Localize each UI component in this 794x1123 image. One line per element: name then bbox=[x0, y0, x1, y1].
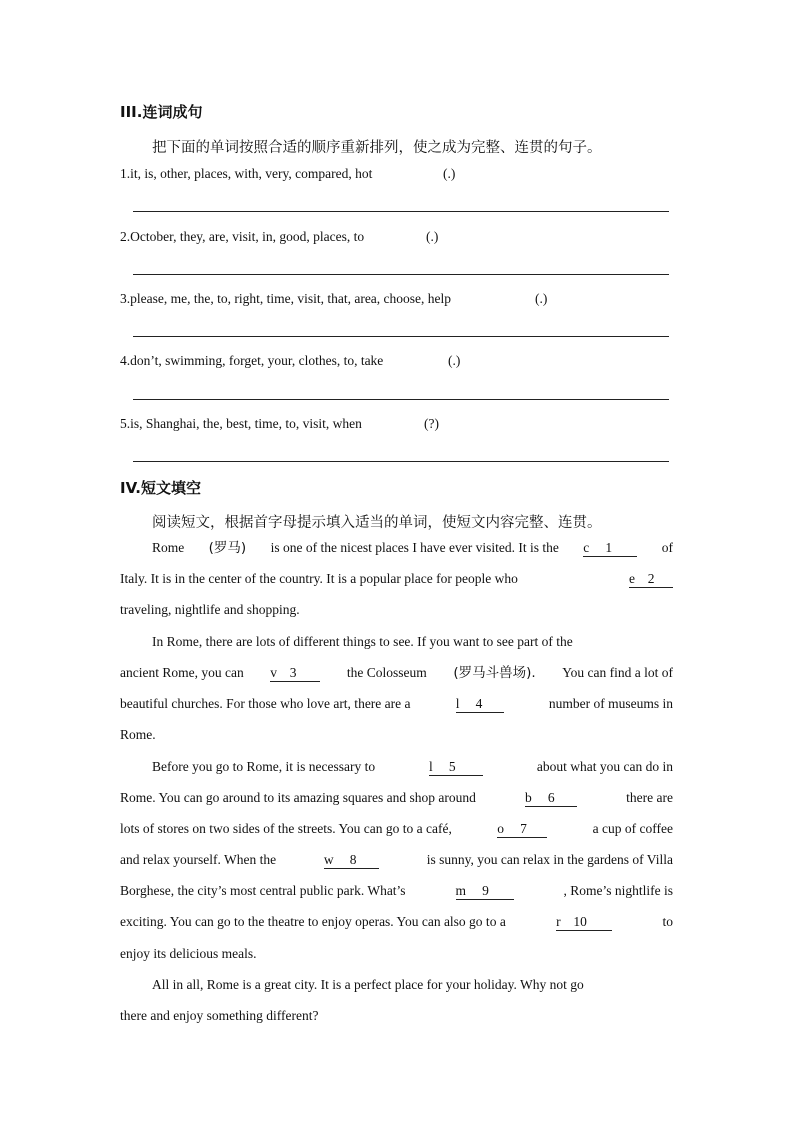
blank-letter: b bbox=[524, 790, 532, 805]
text-run: ancient Rome, you can bbox=[120, 665, 244, 680]
blank-number: 9 bbox=[482, 883, 489, 898]
question-text: 1.it, is, other, places, with, very, compared, hot bbox=[120, 166, 373, 181]
blank-8[interactable] bbox=[324, 852, 379, 869]
text-run: there and enjoy something different? bbox=[120, 1008, 319, 1023]
blank-number: 1 bbox=[605, 540, 613, 555]
text-run: of bbox=[661, 540, 673, 555]
blank-number: 6 bbox=[547, 790, 555, 805]
blank-number: 2 bbox=[647, 571, 655, 586]
question-4 bbox=[120, 353, 383, 369]
question-1-punct: (.) bbox=[443, 166, 456, 181]
passage-line bbox=[120, 850, 673, 870]
blank-letter: m bbox=[455, 883, 467, 898]
text-run: (罗马斗兽场). bbox=[453, 665, 536, 681]
blank-letter: w bbox=[323, 852, 334, 867]
text-run: number of museums in bbox=[548, 696, 673, 711]
text-run: is sunny, you can relax in the gardens of Villa bbox=[426, 852, 673, 867]
passage-line bbox=[120, 912, 673, 932]
text-run: to bbox=[662, 914, 673, 929]
section-4-heading: IV.短文填空 bbox=[120, 479, 201, 497]
blank-letter: l bbox=[428, 759, 433, 774]
passage-line bbox=[120, 788, 673, 808]
blank-5[interactable] bbox=[429, 759, 483, 776]
question-3 bbox=[120, 291, 451, 307]
question-text: 5.is, Shanghai, the, best, time, to, visit, when bbox=[120, 416, 362, 431]
text-run: Before you go to Rome, it is necessary to bbox=[152, 759, 376, 774]
passage-line bbox=[120, 944, 673, 964]
passage-line bbox=[120, 694, 673, 714]
blank-2[interactable] bbox=[629, 571, 673, 588]
blank-number: 4 bbox=[475, 696, 483, 711]
passage-line bbox=[152, 632, 673, 652]
text-run: Borghese, the city’s most central public park. What’s bbox=[120, 883, 406, 898]
passage-line bbox=[120, 819, 673, 839]
blank-letter: e bbox=[629, 571, 635, 586]
question-text: 4.don’t, swimming, forget, your, clothes, to, take bbox=[120, 353, 384, 368]
answer-line-2[interactable] bbox=[133, 274, 669, 275]
section-3-heading: III.连词成句 bbox=[120, 103, 203, 121]
text-run: In Rome, there are lots of different things to see. If you want to see part of the bbox=[152, 634, 573, 649]
text-run: the Colosseum bbox=[346, 665, 427, 680]
blank-number: 8 bbox=[349, 852, 357, 867]
blank-letter: v bbox=[270, 665, 278, 680]
text-run: , Rome’s nightlife is bbox=[563, 883, 673, 898]
question-5 bbox=[120, 416, 362, 432]
blank-9[interactable] bbox=[456, 883, 514, 900]
text-run: Rome. bbox=[120, 727, 156, 742]
blank-1[interactable] bbox=[583, 540, 637, 557]
question-2-punct: (.) bbox=[426, 229, 439, 244]
text-run: a cup of coffee bbox=[592, 821, 673, 836]
answer-line-1[interactable] bbox=[133, 211, 669, 212]
blank-3[interactable] bbox=[270, 665, 320, 682]
question-5-punct: (?) bbox=[424, 416, 439, 431]
passage-line bbox=[120, 881, 673, 901]
passage-line bbox=[120, 569, 673, 589]
passage-line bbox=[152, 975, 673, 995]
answer-line-5[interactable] bbox=[133, 461, 669, 462]
text-run: is one of the nicest places I have ever visited. It is the bbox=[270, 540, 559, 555]
blank-letter: l bbox=[455, 696, 460, 711]
blank-letter: r bbox=[556, 914, 561, 929]
text-run: Rome. You can go around to its amazing squares and shop around bbox=[120, 790, 476, 805]
text-run: enjoy its delicious meals. bbox=[120, 946, 257, 961]
blank-7[interactable] bbox=[497, 821, 547, 838]
question-text: 3.please, me, the, to, right, time, visit, that, area, choose, help bbox=[120, 291, 452, 306]
question-4-punct: (.) bbox=[448, 353, 461, 368]
text-run: (罗马) bbox=[208, 540, 247, 556]
passage-line bbox=[152, 538, 673, 558]
blank-6[interactable] bbox=[525, 790, 577, 807]
answer-line-4[interactable] bbox=[133, 399, 669, 400]
text-run: and relax yourself. When the bbox=[120, 852, 277, 867]
passage-line bbox=[120, 725, 673, 745]
text-run: there are bbox=[626, 790, 673, 805]
text-run: lots of stores on two sides of the streets. You can go to a café, bbox=[120, 821, 452, 836]
blank-number: 5 bbox=[448, 759, 456, 774]
blank-number: 10 bbox=[573, 914, 587, 929]
blank-letter: o bbox=[497, 821, 504, 836]
text-run: beautiful churches. For those who love art, there are a bbox=[120, 696, 411, 711]
text-run: All in all, Rome is a great city. It is a perfect place for your holiday. Why not go bbox=[152, 977, 584, 992]
blank-letter: c bbox=[583, 540, 590, 555]
text-run: traveling, nightlife and shopping. bbox=[120, 602, 300, 617]
blank-number: 7 bbox=[520, 821, 527, 836]
passage-line bbox=[120, 663, 673, 683]
text-run: You can find a lot of bbox=[562, 665, 673, 680]
question-3-punct: (.) bbox=[535, 291, 548, 306]
answer-line-3[interactable] bbox=[133, 336, 669, 337]
passage-line bbox=[120, 1006, 673, 1026]
blank-number: 3 bbox=[289, 665, 297, 680]
section-4-instruction: 阅读短文，根据首字母提示填入适当的单词，使短文内容完整、连贯。 bbox=[152, 515, 602, 531]
text-run: exciting. You can go to the theatre to enjoy operas. You can also go to a bbox=[120, 914, 506, 929]
text-run: Rome bbox=[152, 540, 185, 555]
blank-4[interactable] bbox=[456, 696, 504, 713]
question-text: 2.October, they, are, visit, in, good, places, to bbox=[120, 229, 365, 244]
text-run: about what you can do in bbox=[536, 759, 673, 774]
question-1 bbox=[120, 166, 372, 182]
passage-line bbox=[152, 757, 673, 777]
text-run: Italy. It is in the center of the country. It is a popular place for people who bbox=[120, 571, 518, 586]
passage-line bbox=[120, 600, 673, 620]
blank-10[interactable] bbox=[556, 914, 612, 931]
section-3-instruction: 把下面的单词按照合适的顺序重新排列，使之成为完整、连贯的句子。 bbox=[152, 140, 602, 156]
question-2 bbox=[120, 229, 364, 245]
